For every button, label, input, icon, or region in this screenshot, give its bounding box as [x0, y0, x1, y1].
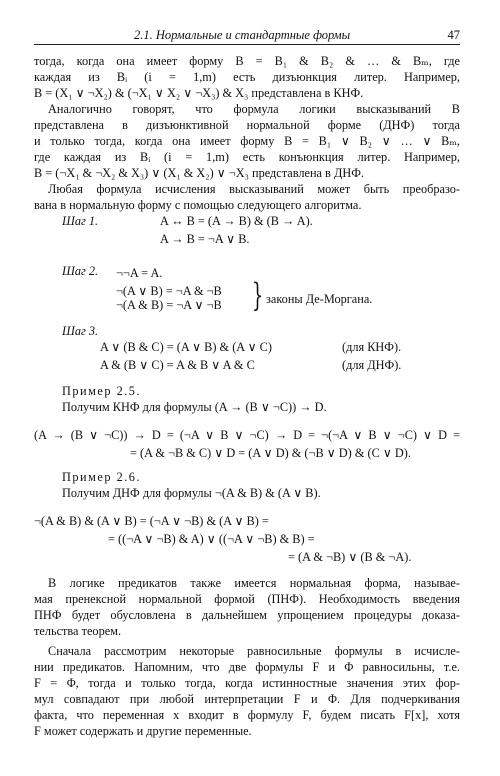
- text-line: Любая формула исчисления высказываний может быть преобразо-: [48, 182, 460, 196]
- formula-line: ¬(A & B) & (A ∨ B) = (¬A ∨ ¬B) & (A ∨ B) =: [34, 514, 269, 528]
- brace-glyph: }: [252, 276, 264, 314]
- text-line: В логике предикатов также имеется нормальная форма, называе-: [48, 576, 460, 590]
- formula: ¬(A ∨ B) = ¬A & ¬B: [116, 284, 222, 298]
- formula: ¬¬A = A.: [116, 266, 163, 280]
- formula-line: = (A & ¬B) ∨ (B & ¬A).: [288, 550, 412, 564]
- example-2-6-text: Получим ДНФ для формулы ¬(A & B) & (A ∨ B).: [62, 486, 321, 500]
- text-line: тогда, когда она имеет форму B = B₁ & B₂ & … & Bₘ, где: [34, 54, 460, 68]
- formula-note: (для ДНФ).: [342, 358, 402, 372]
- text-line: нии предикатов. Напомним, что две формулы F и Φ равносильны, т.е.: [34, 660, 460, 674]
- text-line: представлена в дизъюнктивной нормальной форме (ДНФ) тогда: [34, 118, 460, 132]
- formula-note: (для КНФ).: [342, 340, 402, 354]
- text-line: вана в нормальную форму с помощью следующего алгоритма.: [34, 198, 362, 212]
- text-line: тельства теорем.: [34, 624, 122, 638]
- formula: A → B = ¬A ∨ B.: [160, 232, 250, 246]
- example-2-6-title: Пример 2.6.: [62, 470, 142, 484]
- step-3-label: Шаг 3.: [62, 324, 99, 338]
- de-morgan-note: законы Де-Моргана.: [266, 292, 373, 306]
- formula: ¬(A & B) = ¬A ∨ ¬B: [116, 298, 222, 312]
- step-2-label: Шаг 2.: [62, 264, 99, 278]
- formula-line: = ((¬A ∨ ¬B) & A) ∨ ((¬A ∨ ¬B) & B) =: [108, 532, 315, 546]
- text-line: факта, что переменная x входит в формулу F, будем писать F[x], хотя: [34, 708, 460, 722]
- text-line: мул совпадают при любой интерпретации F и Φ. Для подчеркивания: [34, 692, 460, 706]
- text-line: Сначала рассмотрим некоторые равносильные формулы в исчисле-: [48, 644, 460, 658]
- text-line: F = Φ, тогда и только тогда, когда истинностные значения этих фор-: [34, 676, 460, 690]
- text-line: F может содержать и другие переменные.: [34, 724, 252, 738]
- text-line: мая пренексной нормальной формой (ПНФ). Необходимость введения: [34, 592, 460, 606]
- text-line: каждая из Bᵢ (i = 1,m) есть дизъюнкция литер. Например,: [34, 70, 460, 84]
- text-line: и только тогда, когда она имеет форму B = B₁ ∨ B₂ ∨ … ∨ Bₘ,: [34, 134, 460, 148]
- text-line: где каждая из Bᵢ (i = 1,m) есть конъюнкция литер. Например,: [34, 150, 460, 164]
- example-2-5-text: Получим КНФ для формулы (A → (B ∨ ¬C)) → D.: [62, 400, 327, 414]
- header-title: 2.1. Нормальные и стандартные формы: [134, 28, 351, 42]
- page-number: 47: [447, 28, 460, 42]
- running-header: [34, 26, 460, 45]
- text-line: Аналогично говорят, что формула логики высказываний B: [48, 102, 460, 116]
- text-line: ПНФ будет обусловлена в дальнейшем упрощением процедуры доказа-: [34, 608, 460, 622]
- formula-line: = (A & ¬B & C) ∨ D = (A ∨ D) & (¬B ∨ D) & (C ∨ D).: [130, 446, 411, 460]
- formula: A & (B ∨ C) = A & B ∨ A & C: [100, 358, 255, 372]
- formula: A ↔ B = (A → B) & (B → A).: [160, 214, 313, 228]
- formula: A ∨ (B & C) = (A ∨ B) & (A ∨ C): [100, 340, 272, 354]
- example-2-5-title: Пример 2.5.: [62, 384, 142, 398]
- step-1-label: Шаг 1.: [62, 214, 99, 228]
- formula-line: (A → (B ∨ ¬C)) → D = (¬A ∨ B ∨ ¬C) → D = ¬(¬A ∨ B ∨ ¬C) ∨ D =: [34, 428, 460, 442]
- text-line: B = (X₁ ∨ ¬X₂) & (¬X₁ ∨ X₂ ∨ ¬X₃) & X₃ представлена в КНФ.: [34, 86, 364, 100]
- text-line: B = (¬X₁ & ¬X₂ & X₃) ∨ (X₁ & X₂) ∨ ¬X₃ представлена в ДНФ.: [34, 166, 364, 180]
